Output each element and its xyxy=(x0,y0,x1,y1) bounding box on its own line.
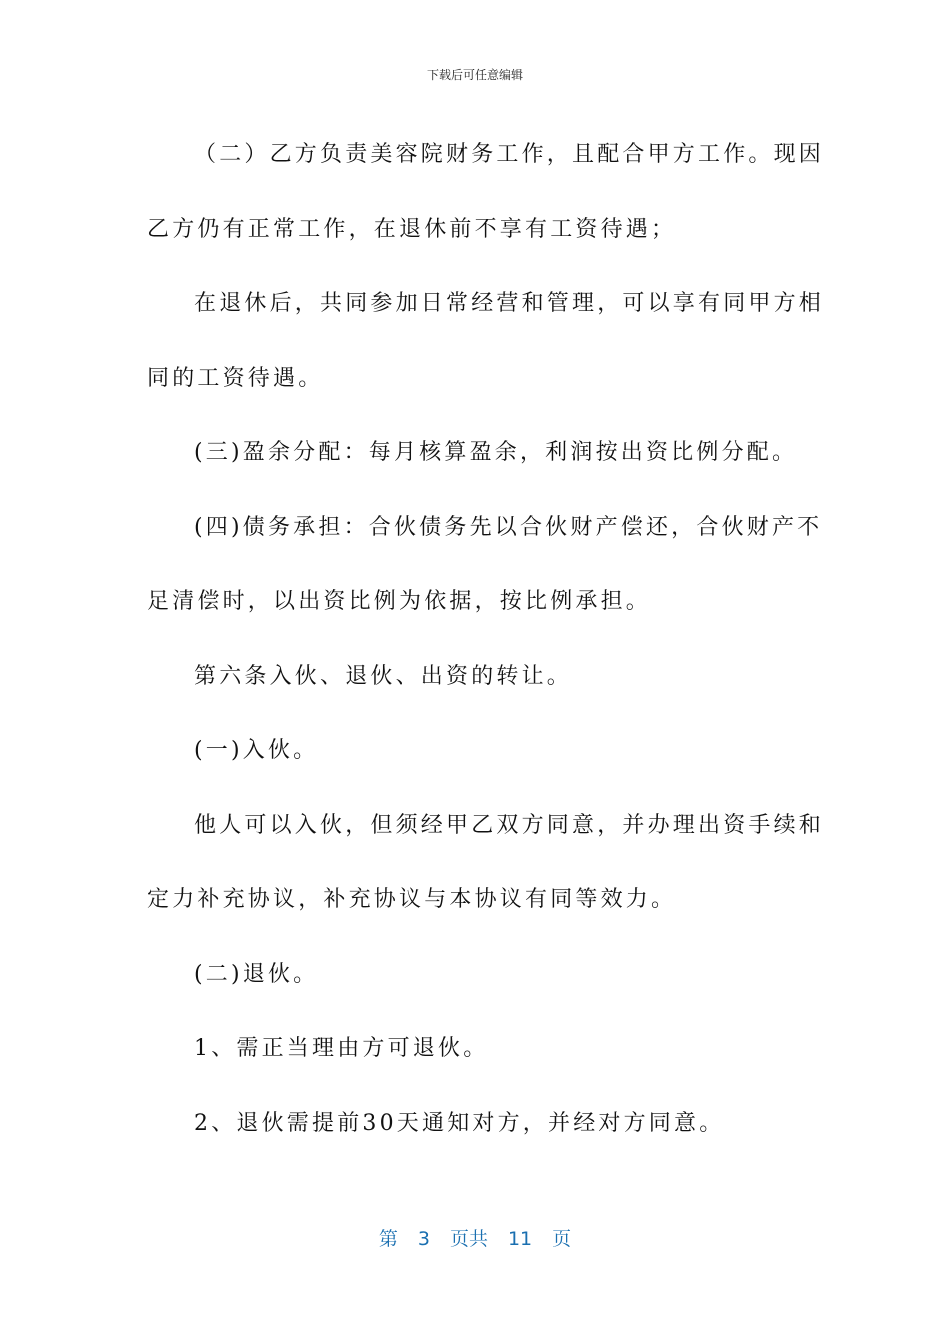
paragraph: 他人可以入伙，但须经甲乙双方同意，并办理出资手续和 xyxy=(194,812,825,838)
paragraph: 在退休后，共同参加日常经营和管理，可以享有同甲方相 xyxy=(194,291,825,316)
paragraph: 第六条入伙、退伙、出资的转让。 xyxy=(194,663,573,689)
paragraph: (四)债务承担：合伙债务先以合伙财产偿还，合伙财产不 xyxy=(194,514,823,540)
paragraph: (三)盈余分配：每月核算盈余，利润按出资比例分配。 xyxy=(194,440,798,465)
document-body xyxy=(147,118,825,1161)
paragraph: (二)退伙。 xyxy=(194,961,319,987)
page-header: 下载后可任意编辑 xyxy=(426,68,523,82)
paragraph: 2、退伙需提前30天通知对方，并经对方同意。 xyxy=(194,1110,725,1136)
footer-suffix: 页 xyxy=(552,1228,572,1250)
footer-total-pages: 11 xyxy=(507,1228,533,1250)
paragraph: 1、需正当理由方可退伙。 xyxy=(194,1036,489,1061)
paragraph: 乙方仍有正常工作，在退休前不享有工资待遇； xyxy=(147,216,677,242)
page-footer xyxy=(0,1224,950,1251)
paragraph: 定力补充协议，补充协议与本协议有同等效力。 xyxy=(147,887,677,912)
paragraph: （二）乙方负责美容院财务工作，且配合甲方工作。现因 xyxy=(194,142,825,167)
footer-middle: 页共 xyxy=(449,1228,488,1250)
footer-page-number: 3 xyxy=(417,1228,430,1250)
footer-prefix: 第 xyxy=(378,1228,398,1250)
paragraph: (一)入伙。 xyxy=(194,738,319,763)
paragraph: 足清偿时，以出资比例为依据，按比例承担。 xyxy=(147,589,652,614)
paragraph: 同的工资待遇。 xyxy=(147,365,324,391)
